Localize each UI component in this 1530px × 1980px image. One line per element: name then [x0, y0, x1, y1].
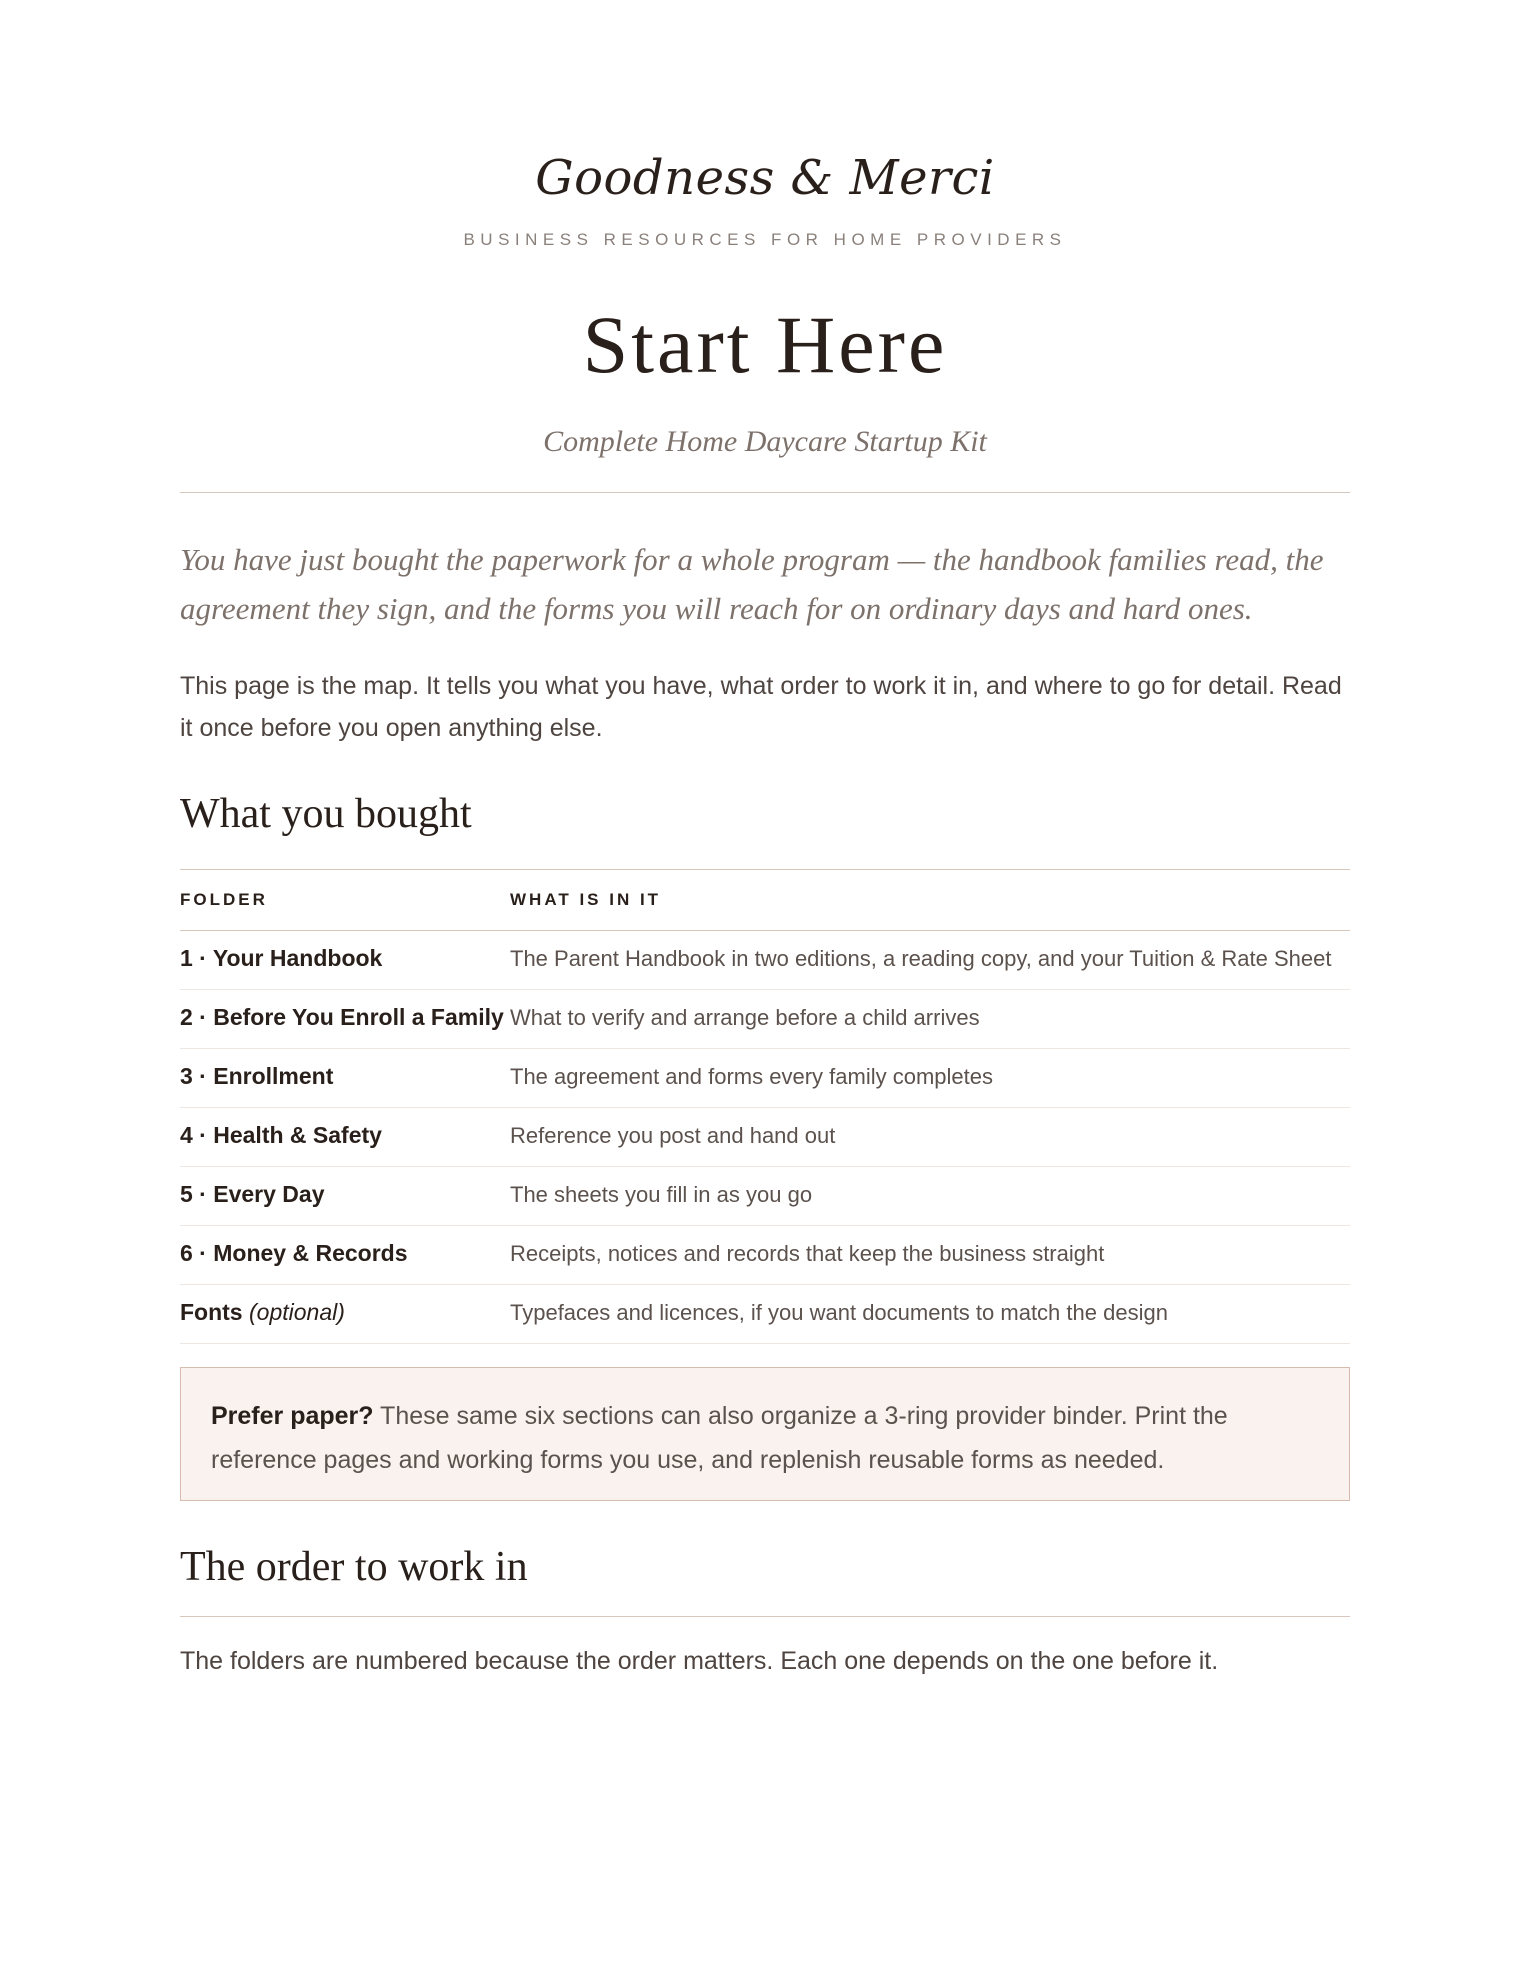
folder-table — [180, 869, 1350, 1344]
brand-logo: Goodness & Merci — [535, 150, 995, 206]
folder-description: Receipts, notices and records that keep the business straight — [510, 1241, 1105, 1266]
table-row — [180, 1226, 1350, 1285]
callout-text: These same six sections can also organize a 3-ring provider binder. Print the reference pages and working forms you use, and replenish reusable forms as needed. — [211, 1402, 1228, 1474]
intro-paragraph: This page is the map. It tells you what you have, what order to work it in, and where to go for detail. Read it once before you open anything else. — [180, 672, 1342, 742]
folder-name: 3 · Enrollment — [180, 1063, 334, 1089]
folder-name-with-note — [180, 1299, 345, 1326]
folder-description: What to verify and arrange before a child arrives — [510, 1005, 980, 1030]
folder-description: The sheets you fill in as you go — [510, 1182, 813, 1207]
table-row — [180, 1049, 1350, 1108]
table-row — [180, 1108, 1350, 1167]
folder-description: Reference you post and hand out — [510, 1123, 836, 1148]
table-row — [180, 1167, 1350, 1226]
table-row — [180, 931, 1350, 990]
brand-tagline: BUSINESS RESOURCES FOR HOME PROVIDERS — [463, 230, 1067, 249]
header-divider — [180, 492, 1350, 493]
folder-name: 1 · Your Handbook — [180, 945, 383, 971]
column-header-folder: FOLDER — [180, 890, 268, 909]
folder-description: The Parent Handbook in two editions, a reading copy, and your Tuition & Rate Sheet — [510, 946, 1332, 971]
order-paragraph: The folders are numbered because the order matters. Each one depends on the one before it. — [180, 1647, 1219, 1675]
section-heading-what-you-bought: What you bought — [180, 791, 472, 837]
column-header-contents: WHAT IS IN IT — [510, 890, 662, 909]
table-row — [180, 990, 1350, 1049]
section-heading-order: The order to work in — [180, 1544, 528, 1590]
table-row — [180, 1285, 1350, 1344]
folder-description: The agreement and forms every family completes — [510, 1064, 993, 1089]
order-divider — [180, 1616, 1350, 1617]
folder-name: 4 · Health & Safety — [180, 1122, 382, 1148]
page-title: Start Here — [582, 299, 948, 390]
folder-name: Fonts — [180, 1299, 243, 1325]
folder-name: 6 · Money & Records — [180, 1240, 408, 1266]
table-header — [180, 869, 1350, 931]
paper-callout — [180, 1367, 1350, 1501]
folder-description: Typefaces and licences, if you want documents to match the design — [510, 1300, 1168, 1325]
intro-lead-paragraph: You have just bought the paperwork for a whole program — the handbook families read, the agreement they sign, and the forms you will reach for on ordinary days and hard ones. — [180, 542, 1324, 626]
folder-note: (optional) — [249, 1299, 345, 1325]
folder-name: 2 · Before You Enroll a Family — [180, 1004, 504, 1030]
page-subtitle: Complete Home Daycare Startup Kit — [543, 425, 987, 458]
folder-name: 5 · Every Day — [180, 1181, 325, 1207]
callout-lead: Prefer paper? — [211, 1402, 374, 1430]
